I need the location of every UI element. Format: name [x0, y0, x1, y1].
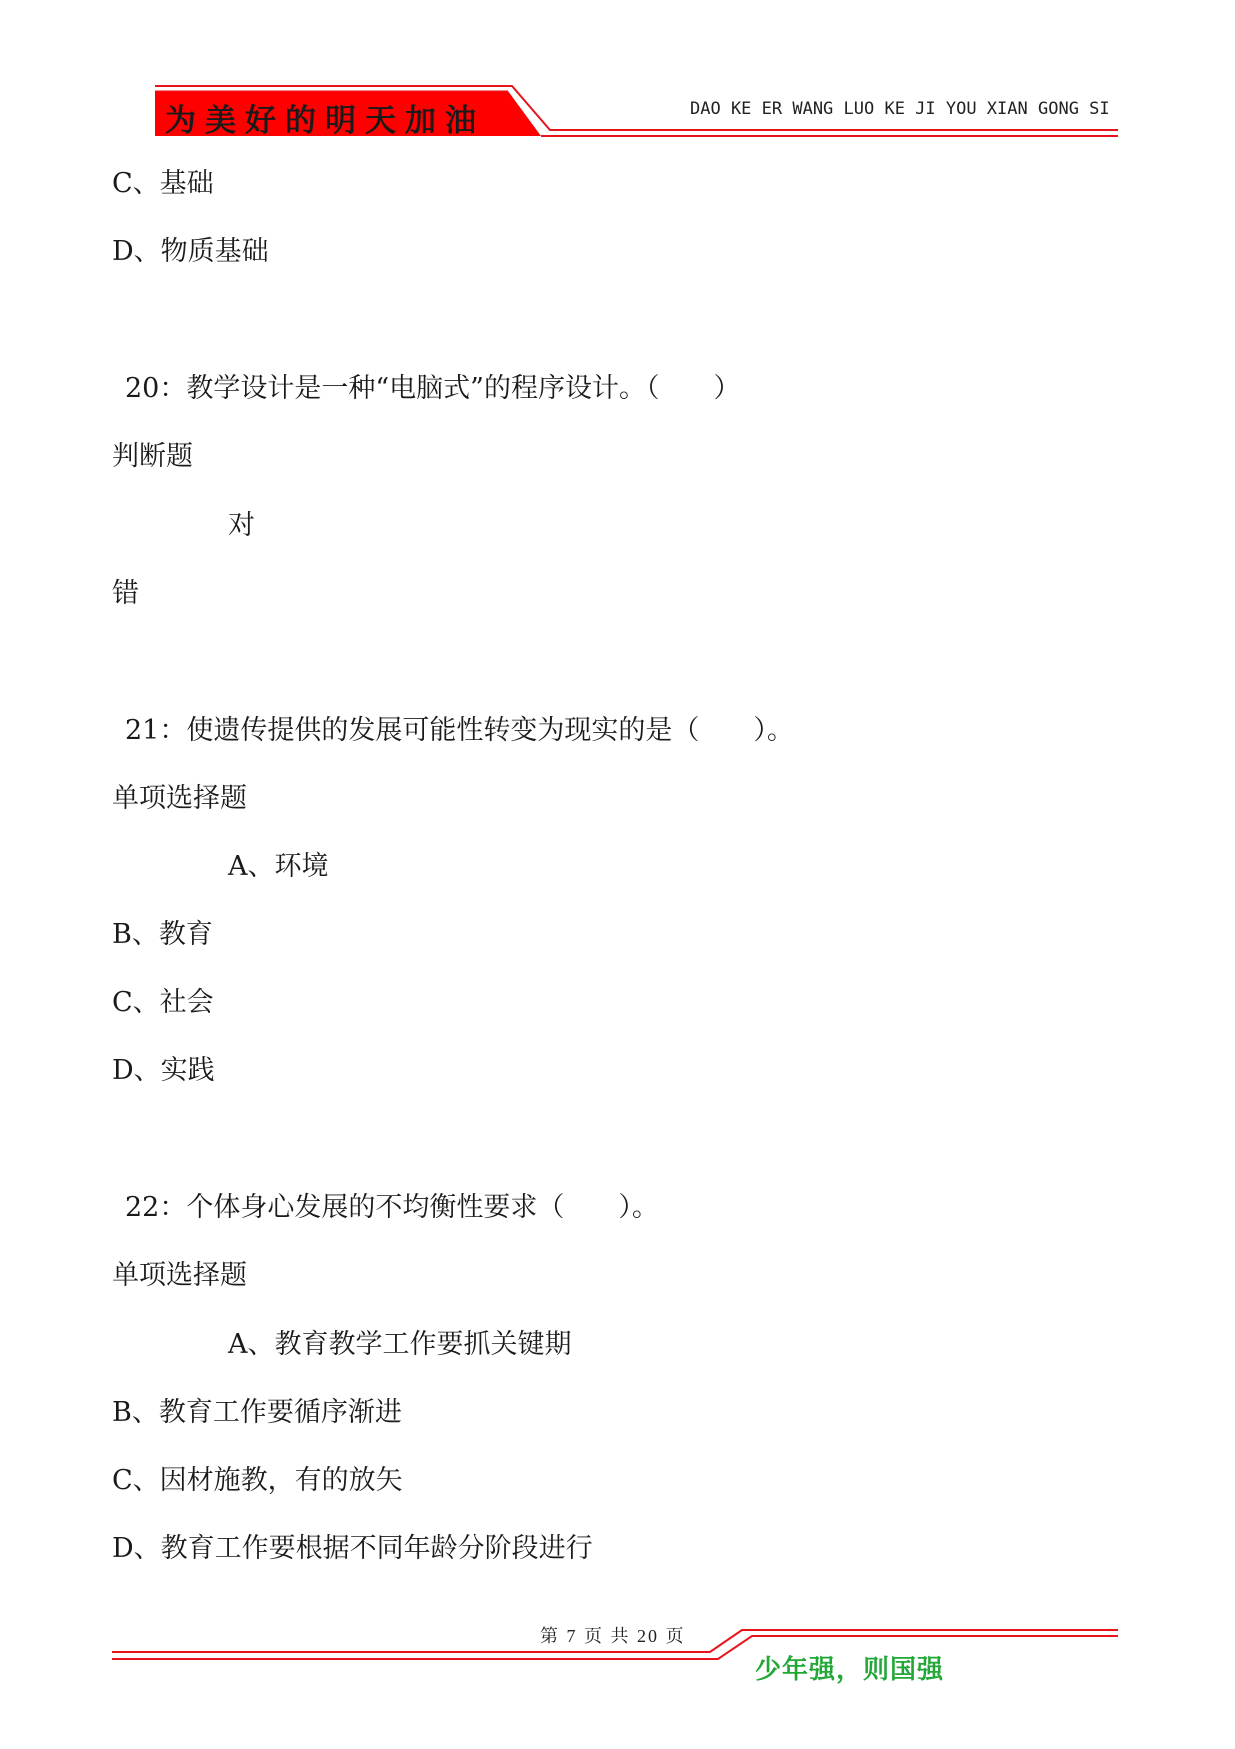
q21-question: 21：使遗传提供的发展可能性转变为现实的是（ ）。: [125, 715, 794, 746]
q22-option-a: A、教育教学工作要抓关键期: [228, 1329, 572, 1360]
header-banner-text: 为美好的明天加油: [165, 103, 485, 139]
q21-type: 单项选择题: [112, 783, 247, 814]
q20-type: 判断题: [112, 441, 193, 472]
header-company-name: DAO KE ER WANG LUO KE JI YOU XIAN GONG SI: [690, 99, 1110, 119]
q22-question: 22：个体身心发展的不均衡性要求（ ）。: [125, 1192, 659, 1223]
prev-option-d: D、物质基础: [112, 236, 269, 267]
q21-option-c: C、社会: [112, 987, 214, 1018]
q22-option-c: C、因材施教，有的放矢: [112, 1465, 403, 1496]
footer-slogan: 少年强，则国强: [755, 1655, 945, 1685]
q20-option-false: 错: [112, 578, 139, 609]
q21-option-d: D、实践: [112, 1055, 215, 1086]
q21-option-a: A、环境: [228, 851, 329, 882]
q20-option-true: 对: [228, 510, 255, 541]
q22-option-d: D、教育工作要根据不同年龄分阶段进行: [112, 1533, 593, 1564]
page-number: 第 7 页 共 20 页: [540, 1626, 686, 1646]
prev-option-c: C、基础: [112, 168, 214, 199]
q21-option-b: B、教育: [112, 919, 213, 950]
q22-option-b: B、教育工作要循序渐进: [112, 1397, 402, 1428]
q20-question: 20：教学设计是一种“电脑式”的程序设计。（ ）: [125, 373, 741, 404]
footer-lines-graphic: [0, 1600, 1235, 1680]
q22-type: 单项选择题: [112, 1260, 247, 1291]
